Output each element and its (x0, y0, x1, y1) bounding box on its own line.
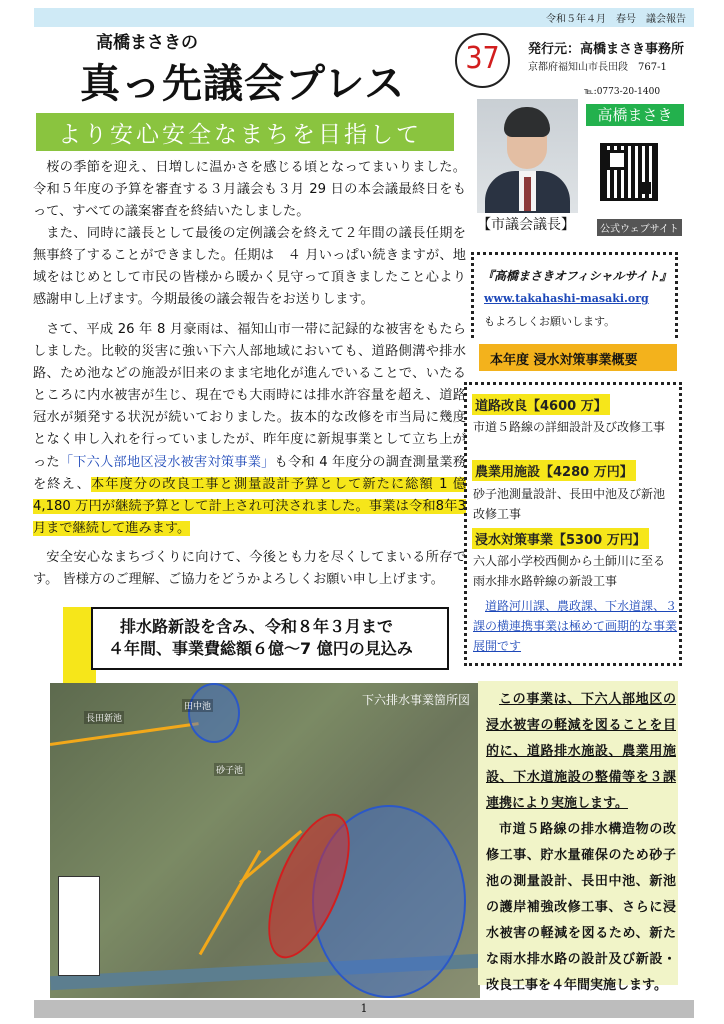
qr-label: 公式ウェブサイト (597, 219, 682, 236)
name-badge: 高橋まさき (586, 104, 684, 126)
top-banner (34, 8, 694, 27)
map-label-tanaka: 田中池 (182, 699, 213, 712)
description-paragraph-1-text: この事業は、下六人部地区の浸水被害の軽減を図ることを目的に、道路排水施設、農業用施設、下水道施設の整備等を３課連携により実施します。 (486, 692, 676, 811)
portrait-tie (524, 177, 531, 211)
headline: より安心安全なまちを目指して (58, 122, 422, 148)
project-map (50, 683, 480, 998)
site-title: 『高橋まさきオフィシャルサイト』 (482, 269, 672, 283)
portrait-photo (477, 99, 578, 213)
body-paragraph-3 (33, 319, 466, 540)
plan-item-road: 道路改良【4600 万】 (472, 394, 610, 415)
issue-date: 令和５年４月 春号 議会報告 (546, 14, 686, 25)
map-label-nagata: 長田新池 (84, 711, 124, 724)
budget-highlight: 本年度分の改良工事と測量設計予算として新たに総額 1 億 4,180 万円が継続予算として計上され可決されました。事業は令和8年3月まで継続して進みます。 (33, 476, 466, 536)
portrait-hair (504, 107, 550, 137)
telephone: ℡:0773-20-1400 (584, 87, 661, 97)
plan-item-flood: 浸水対策事業【5300 万円】 (472, 528, 649, 549)
site-note: もよろしくお願いします。 (484, 315, 616, 328)
plan-title: 本年度 浸水対策事業概要 (490, 353, 638, 368)
footer-bar (34, 1000, 694, 1018)
issue-number-badge (455, 33, 510, 88)
callout-box (91, 607, 449, 670)
site-url-link[interactable]: www.takahashi-masaki.org (484, 292, 649, 305)
body-paragraph-2: また、同時に議長として最後の定例議会を終えて２年間の議長任期を無事終了することができました。任期は ４ 月いっぱい続きますが、地域をはじめとして市民の皆様から暖かく見守って頂きましたこと心より感謝申し上げます。今期最後の議会報告をお送りします。 (33, 226, 466, 308)
map-label-sunago: 砂子池 (214, 763, 245, 776)
callout-line-1: 排水路新設を含み、令和８年３月まで (120, 617, 393, 636)
description-paragraph-1 (486, 687, 676, 817)
road-line (50, 722, 199, 746)
area-circle-small (188, 683, 240, 743)
road-line (199, 850, 262, 955)
masthead-title: 真っ先議会プレス (80, 61, 406, 107)
plan-desc-agriculture: 砂子池測量設計、長田中池及び新池改修工事 (473, 487, 666, 521)
plan-desc-road: 市道５路線の詳細設計及び改修工事 (473, 420, 666, 434)
address: 京都府福知山市長田段 767-1 (528, 62, 667, 73)
author-prefix: 高橋まさきの (96, 33, 198, 53)
callout-line-2: ４年間、事業費総額６億〜7 億円の見込み (108, 639, 413, 658)
body-paragraph-1: 桜の季節を迎え、日増しに温かさを感じる頃となってまいりました。令和５年度の予算を審査する３月議会も３月 29 日の本会議最終日をもって、すべての議案審査を終結いたしました。 (33, 160, 466, 220)
project-name: 「下六人部地区浸水被害対策事業」 (59, 454, 275, 470)
description-paragraph-2: 市道５路線の排水構造物の改修工事、貯水量確保のため砂子池の測量設計、長田中池、新池の護岸補強改修工事、さらに浸水被害の軽減を図るため、新たな雨水排水路の設計及び新設・改良工事を４年間実施します。 (486, 822, 676, 993)
chair-caption: 【市議会議長】 (477, 217, 575, 233)
page-number: 1 (360, 1002, 368, 1015)
body-paragraph-3-continued: も令和 4 年度分の調査測量業務を終え、 (33, 454, 466, 492)
plan-desc-flood: 六人部小学校西側から土師川に至る雨水排水路幹線の新設工事 (473, 554, 666, 588)
map-legend (58, 876, 100, 976)
plan-summary: 道路河川課、農政課、下水道課、３課の横連携事業は極めて画期的な事業展開です (473, 599, 678, 653)
map-title: 下六排水事業箇所図 (361, 693, 470, 707)
issue-number: 37 (465, 41, 500, 76)
publisher: 発行元：高橋まさき事務所 (528, 42, 685, 57)
qr-code-icon[interactable] (600, 143, 658, 201)
plan-item-agriculture: 農業用施設【4280 万円】 (472, 460, 636, 481)
body-paragraph-4: 安全安心なまちづくりに向けて、今後とも力を尽くしてまいる所存です。 皆様方のご理解、ご協力をどうかよろしくお願い申し上げます。 (33, 550, 466, 588)
body-paragraph-3-text: さて、平成 26 年 8 月豪雨は、福知山市一帯に記録的な被害をもたらしました。比較的災害に強い下六人部地域においても、道路側溝や排水路、ため池などの施設が旧来のまま宅地化が進んでいることで、いたるところに内水被害が生じ、現在でも大雨時には排水許容量を超え、道路冠水が頻発する状況が続いておりました。抜本的な改修を市当局に幾度となく申し入れを行っていましたが、昨年度に新規事業として立ち上がった (33, 322, 466, 470)
